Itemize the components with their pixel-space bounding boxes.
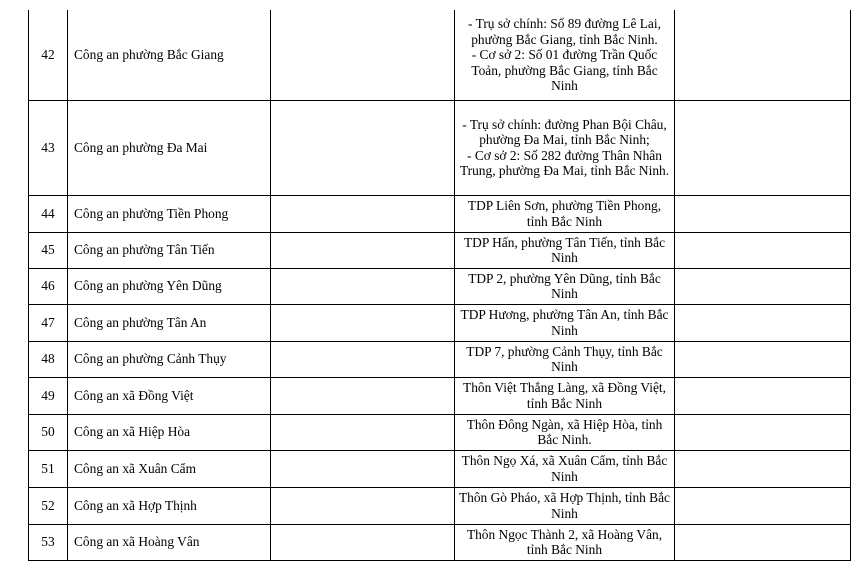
empty-cell (675, 10, 851, 100)
station-address (455, 232, 675, 268)
row-number: 53 (29, 524, 68, 560)
station-address (455, 341, 675, 377)
address-line: Thôn Việt Thắng Làng, xã Đồng Việt, tỉnh Bắc Ninh (463, 380, 666, 411)
empty-cell (675, 195, 851, 232)
station-name: Công an xã Hoàng Vân (68, 524, 271, 560)
address-line: TDP 2, phường Yên Dũng, tỉnh Bắc Ninh (468, 270, 661, 301)
address-line: Thôn Đông Ngàn, xã Hiệp Hòa, tỉnh Bắc Ninh. (466, 416, 663, 447)
address-line: TDP 7, phường Cảnh Thụy, tỉnh Bắc Ninh (466, 343, 663, 374)
row-number: 48 (29, 341, 68, 377)
station-name: Công an xã Xuân Cẩm (68, 450, 271, 487)
station-address (455, 268, 675, 304)
empty-cell (271, 341, 455, 377)
row-number: 46 (29, 268, 68, 304)
table-row (29, 268, 851, 304)
table-row (29, 487, 851, 524)
station-name: Công an phường Bắc Giang (68, 10, 271, 100)
empty-cell (271, 524, 455, 560)
table-row (29, 10, 851, 100)
station-address (455, 100, 675, 195)
empty-cell (271, 304, 455, 341)
station-name: Công an phường Tiền Phong (68, 195, 271, 232)
station-address (455, 450, 675, 487)
row-number: 45 (29, 232, 68, 268)
empty-cell (675, 450, 851, 487)
row-number: 52 (29, 487, 68, 524)
station-name: Công an xã Đồng Việt (68, 377, 271, 414)
station-name: Công an phường Yên Dũng (68, 268, 271, 304)
address-line: Thôn Ngọ Xá, xã Xuân Cẩm, tỉnh Bắc Ninh (461, 453, 668, 484)
empty-cell (271, 232, 455, 268)
station-name: Công an phường Tân An (68, 304, 271, 341)
empty-cell (271, 414, 455, 450)
table-row (29, 304, 851, 341)
empty-cell (271, 195, 455, 232)
row-number: 49 (29, 377, 68, 414)
empty-cell (271, 10, 455, 100)
station-name: Công an xã Hợp Thịnh (68, 487, 271, 524)
station-address (455, 487, 675, 524)
empty-cell (271, 450, 455, 487)
table-row (29, 341, 851, 377)
table-row (29, 100, 851, 195)
station-address (455, 10, 675, 100)
empty-cell (271, 268, 455, 304)
empty-cell (675, 341, 851, 377)
address-line: Thôn Ngọc Thành 2, xã Hoàng Vân, tỉnh Bắc Ninh (466, 526, 663, 557)
empty-cell (271, 377, 455, 414)
empty-cell (271, 487, 455, 524)
table-row (29, 414, 851, 450)
empty-cell (675, 524, 851, 560)
empty-cell (675, 304, 851, 341)
table-row (29, 524, 851, 560)
address-line: - Trụ sở chính: Số 89 đường Lê Lai, phường Bắc Giang, tỉnh Bắc Ninh. (468, 16, 661, 47)
empty-cell (675, 100, 851, 195)
station-name: Công an phường Tân Tiến (68, 232, 271, 268)
address-line: TDP Liên Sơn, phường Tiền Phong, tỉnh Bắc Ninh (467, 198, 662, 229)
row-number: 50 (29, 414, 68, 450)
empty-cell (675, 268, 851, 304)
row-number: 44 (29, 195, 68, 232)
row-number: 47 (29, 304, 68, 341)
empty-cell (675, 414, 851, 450)
address-line: - Trụ sở chính: đường Phan Bội Châu, phường Đa Mai, tỉnh Bắc Ninh; (462, 116, 667, 147)
table-row (29, 195, 851, 232)
empty-cell (271, 100, 455, 195)
station-address (455, 414, 675, 450)
table-row (29, 232, 851, 268)
row-number: 42 (29, 10, 68, 100)
address-line: Thôn Gò Pháo, xã Hợp Thịnh, tỉnh Bắc Ninh (458, 490, 671, 521)
table-body (29, 10, 851, 560)
station-name: Công an phường Cảnh Thụy (68, 341, 271, 377)
police-stations-table (28, 10, 851, 561)
table-row (29, 450, 851, 487)
table-row (29, 377, 851, 414)
empty-cell (675, 232, 851, 268)
row-number: 51 (29, 450, 68, 487)
address-line: - Cơ sở 2: Số 282 đường Thân Nhân Trung, phường Đa Mai, tỉnh Bắc Ninh. (459, 147, 670, 178)
empty-cell (675, 377, 851, 414)
row-number: 43 (29, 100, 68, 195)
station-address (455, 304, 675, 341)
empty-cell (675, 487, 851, 524)
address-line: TDP Hấn, phường Tân Tiến, tỉnh Bắc Ninh (463, 234, 666, 265)
station-address (455, 377, 675, 414)
station-name: Công an phường Đa Mai (68, 100, 271, 195)
station-address (455, 195, 675, 232)
station-name: Công an xã Hiệp Hòa (68, 414, 271, 450)
station-address (455, 524, 675, 560)
address-line: - Cơ sở 2: Số 01 đường Trần Quốc Toản, phường Bắc Giang, tỉnh Bắc Ninh (471, 47, 658, 93)
address-line: TDP Hương, phường Tân An, tỉnh Bắc Ninh (460, 307, 669, 338)
